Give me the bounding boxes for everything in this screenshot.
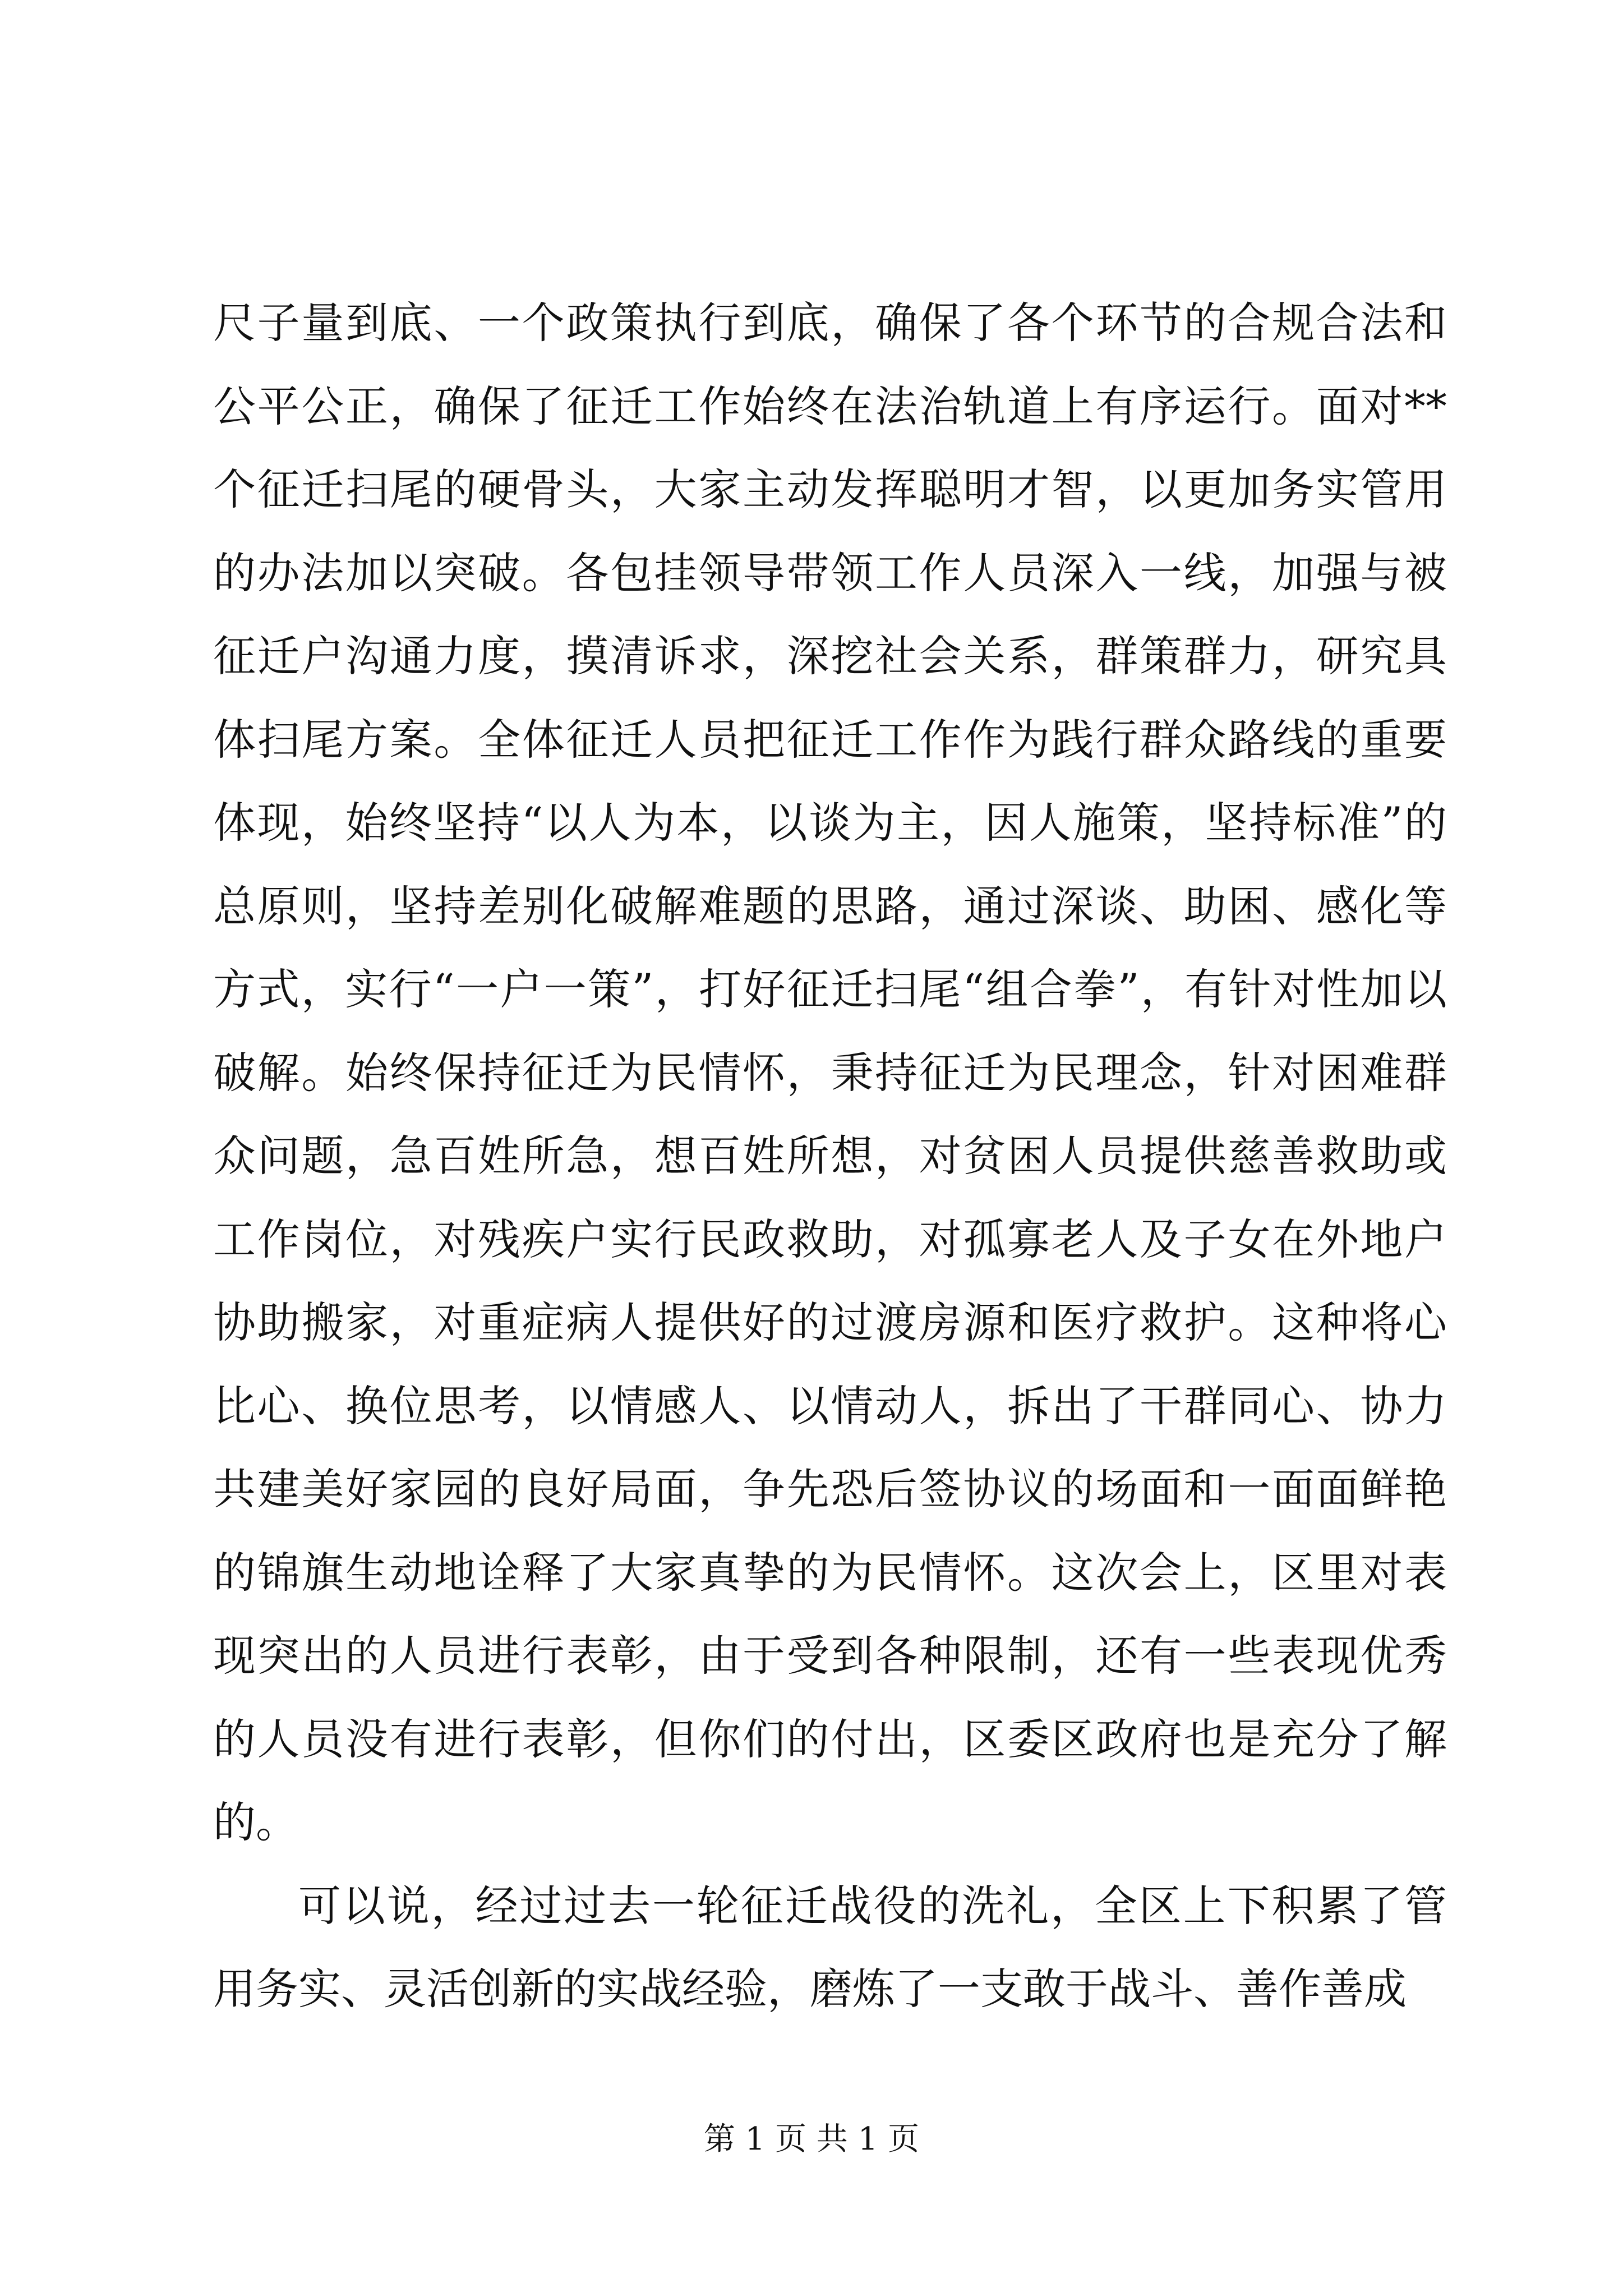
page-footer <box>0 2119 1623 2160</box>
page-number-label: 第 1 页 共 1 页 <box>703 2121 920 2157</box>
document-body <box>213 282 1447 2031</box>
paragraph-1: 尺子量到底、一个政策执行到底，确保了各个环节的合规合法和公平公正，确保了征迁工作始终在法治轨道上有序运行。面对**个征迁扫尾的硬骨头，大家主动发挥聪明才智，以更加务实管用的办法加以突破。各包挂领导带领工作人员深入一线，加强与被征迁户沟通力度，摸清诉求，深挖社会关系，群策群力，研究具体扫尾方案。全体征迁人员把征迁工作作为践行群众路线的重要体现，始终坚持“以人为本，以谈为主，因人施策，坚持标准”的总原则，坚持差别化破解难题的思路，通过深谈、助困、感化等方式，实行“一户一策”，打好征迁扫尾“组合拳”，有针对性加以破解。始终保持征迁为民情怀，秉持征迁为民理念，针对困难群众问题，急百姓所急，想百姓所想，对贫困人员提供慈善救助或工作岗位，对残疾户实行民政救助，对孤寡老人及子女在外地户协助搬家，对重症病人提供好的过渡房源和医疗救护。这种将心比心、换位思考，以情感人、以情动人，拆出了干群同心、协力共建美好家园的良好局面，争先恐后签协议的场面和一面面鲜艳的锦旗生动地诠释了大家真挚的为民情怀。这次会上，区里对表现突出的人员进行表彰，由于受到各种限制，还有一些表现优秀的人员没有进行表彰，但你们的付出，区委区政府也是充分了解的。 <box>213 298 1447 1847</box>
paragraph-2: 可以说，经过过去一轮征迁战役的洗礼，全区上下积累了管用务实、灵活创新的实战经验，磨炼了一支敢于战斗、善作善成 <box>213 1880 1447 2014</box>
